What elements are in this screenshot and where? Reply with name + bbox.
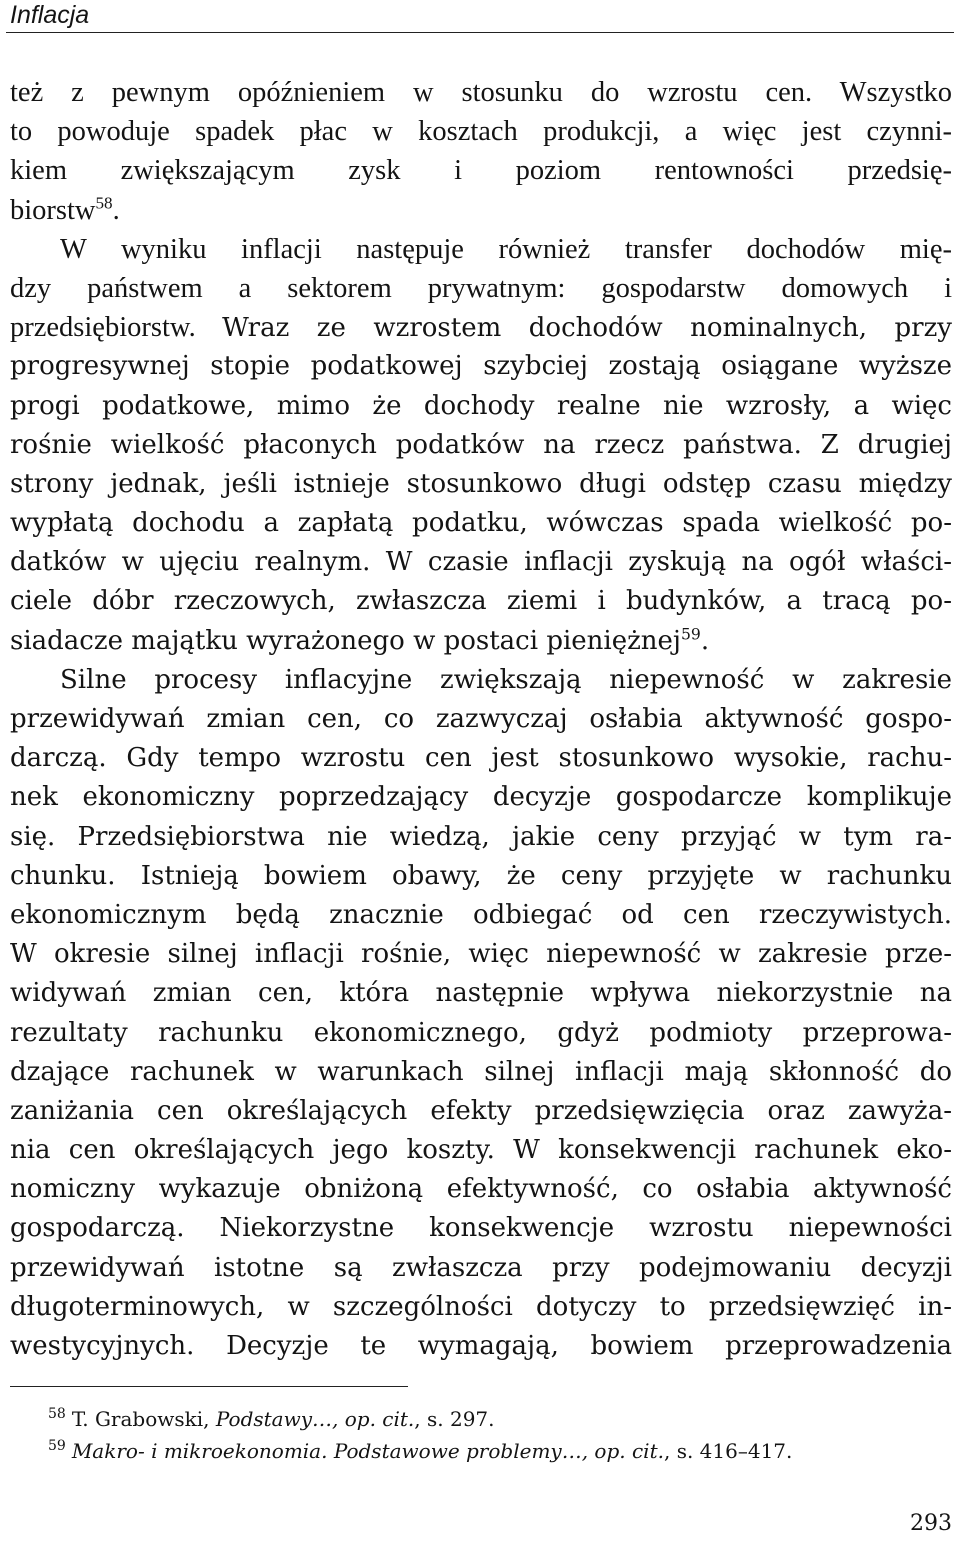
text-line: gospodarczą. Niekorzystne konsekwencje wzrostu niepewności <box>10 1213 952 1244</box>
text-fragment: biorstw <box>10 194 96 226</box>
text-line: darczą. Gdy tempo wzrostu cen jest stosunkowo wysokie, rachu- <box>10 743 952 774</box>
text-fragment: siadacze majątku wyrażonego w postaci pieniężnej <box>10 625 681 656</box>
text-line: przewidywań zmian cen, co zazwyczaj osłabia aktywność gospo- <box>10 704 952 734</box>
body-text <box>10 73 952 1366</box>
text-line: W okresie silnej inflacji rośnie, więc niepewność w zakresie prze- <box>10 939 952 970</box>
text-line: datków w ujęciu realnym. W czasie inflacji zyskują na ogół właści- <box>10 547 952 578</box>
footnote-number: 58 <box>48 1406 66 1423</box>
text-line: strony jednak, jeśli istnieje stosunkowo długi odstęp czasu między <box>10 468 952 499</box>
text-line: westycyjnych. Decyzje te wymagają, bowiem przeprowadzenia <box>10 1331 952 1361</box>
text-fragment: Wraz ze wzrostem dochodów nominalnych, przy <box>222 313 952 344</box>
running-header-title: Inflacja <box>10 1 90 29</box>
footnote-text: T. Grabowski, <box>71 1407 216 1431</box>
header-divider <box>6 32 954 33</box>
page-number: 293 <box>910 1511 952 1536</box>
text-line: progresywnej stopie podatkowej szybciej zostają osiągane wyższe <box>10 351 952 382</box>
footnote-58 <box>48 1403 948 1435</box>
text-line: ciele dóbr rzeczowych, zwłaszcza ziemi i budynków, a tracą po- <box>10 586 952 617</box>
text-line <box>10 622 952 661</box>
text-line: ekonomicznym będą znacznie odbiegać od cen rzeczywistych. <box>10 899 952 930</box>
text-line: zaniżania cen określających efekty przedsięwzięcia oraz zawyża- <box>10 1095 952 1126</box>
text-line: dzające rachunek w warunkach silnej inflacji mają skłonność do <box>10 1056 952 1087</box>
text-line: wypłatą dochodu a zapłatą podatku, wówczas spada wielkość po- <box>10 508 952 539</box>
footnote-reference: 58 <box>95 193 113 213</box>
text-line: nomiczny wykazuje obniżoną efektywność, co osłabia aktywność <box>10 1174 952 1205</box>
footnote-59 <box>48 1435 948 1467</box>
text-line: też z pewnym opóźnieniem w stosunku do wzrostu cen. Wszystko <box>10 77 952 108</box>
footnote-title: Podstawy…, op. cit. <box>215 1407 415 1431</box>
text-line <box>10 191 952 230</box>
text-fragment: . <box>700 625 710 656</box>
text-line: nek ekonomiczny poprzedzający decyzje gospodarcze komplikuje <box>10 782 952 813</box>
text-line: dzy państwem a sektorem prywatnym: gospodarstw domowych i <box>10 272 952 304</box>
text-line: przewidywań istotne są zwłaszcza przy podejmowaniu decyzji <box>10 1252 952 1283</box>
text-line: widywań zmian cen, która następnie wpływa niekorzystnie na <box>10 978 952 1009</box>
text-line <box>10 308 952 347</box>
text-line: rezultaty rachunku ekonomicznego, gdyż podmioty przeprowa- <box>10 1017 952 1048</box>
footnote-number: 59 <box>48 1438 66 1455</box>
text-line: kiem zwiększającym zysk i poziom rentowności przedsię- <box>10 155 952 187</box>
text-line: progi podatkowe, mimo że dochody realne nie wzrosły, a więc <box>10 390 952 421</box>
text-line: Silne procesy inflacyjne zwiększają niepewność w zakresie <box>60 664 952 695</box>
text-fragment: przedsiębiorstw. <box>10 312 196 344</box>
text-line: nia cen określających jego koszty. W konsekwencji rachunek eko- <box>10 1135 952 1166</box>
footnote-text: , s. 297. <box>414 1407 495 1431</box>
footnote-reference: 59 <box>681 624 701 643</box>
text-line: rośnie wielkość płaconych podatków na rzecz państwa. Z drugiej <box>10 429 952 460</box>
text-line: długoterminowych, w szczególności dotyczy to przedsięwzięć in- <box>10 1291 952 1322</box>
text-line: chunku. Istnieją bowiem obawy, że ceny przyjęte w rachunku <box>10 860 952 891</box>
footnotes <box>48 1403 948 1467</box>
text-line: W wyniku inflacji następuje również transfer dochodów mię- <box>60 233 952 265</box>
footnote-divider <box>10 1386 408 1387</box>
footnote-title: Makro- i mikroekonomia. Podstawowe problemy…, op. cit. <box>71 1439 664 1463</box>
footnote-text: , s. 416–417. <box>663 1439 793 1463</box>
text-line: to powoduje spadek płac w kosztach produkcji, a więc jest czynni- <box>10 116 952 148</box>
text-fragment: . <box>112 194 120 226</box>
text-line: się. Przedsiębiorstwa nie wiedzą, jakie ceny przyjąć w tym ra- <box>10 821 952 852</box>
